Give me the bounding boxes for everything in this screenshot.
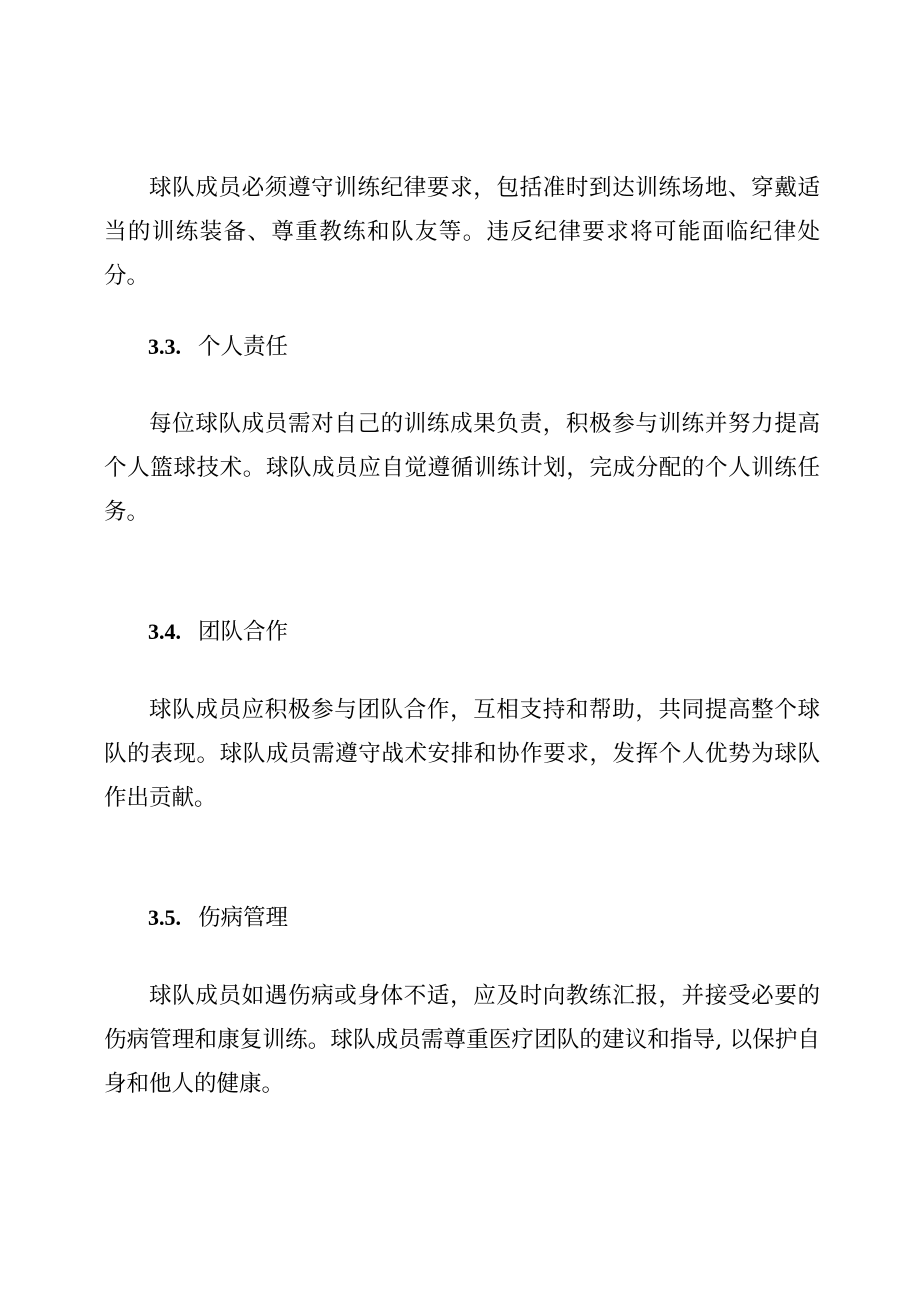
section-number: 3.4. xyxy=(148,619,181,644)
section-heading-3-5 xyxy=(148,902,288,934)
section-number: 3.5. xyxy=(148,905,181,930)
paragraph-injury-management: 球队成员如遇伤病或身体不适，应及时向教练汇报，并接受必要的伤病管理和康复训练。球队成员需尊重医疗团队的建议和指导, 以保护自身和他人的健康。 xyxy=(104,983,820,1097)
section-number: 3.3. xyxy=(148,334,181,359)
section-title: 团队合作 xyxy=(198,619,289,645)
paragraph-team-cooperation: 球队成员应积极参与团队合作，互相支持和帮助，共同提高整个球队的表现。球队成员需遵守战术安排和协作要求，发挥个人优势为球队作出贡献。 xyxy=(104,697,820,811)
section-title: 个人责任 xyxy=(198,334,289,360)
section-title: 伤病管理 xyxy=(198,905,289,931)
paragraph-personal-responsibility: 每位球队成员需对自己的训练成果负责，积极参与训练并努力提高个人篮球技术。球队成员应自觉遵循训练计划，完成分配的个人训练任务。 xyxy=(104,411,820,525)
section-heading-3-4 xyxy=(148,616,288,648)
paragraph-training-discipline: 球队成员必须遵守训练纪律要求，包括准时到达训练场地、穿戴适当的训练装备、尊重教练和队友等。违反纪律要求将可能面临纪律处分。 xyxy=(104,175,820,289)
section-heading-3-3 xyxy=(148,331,288,363)
